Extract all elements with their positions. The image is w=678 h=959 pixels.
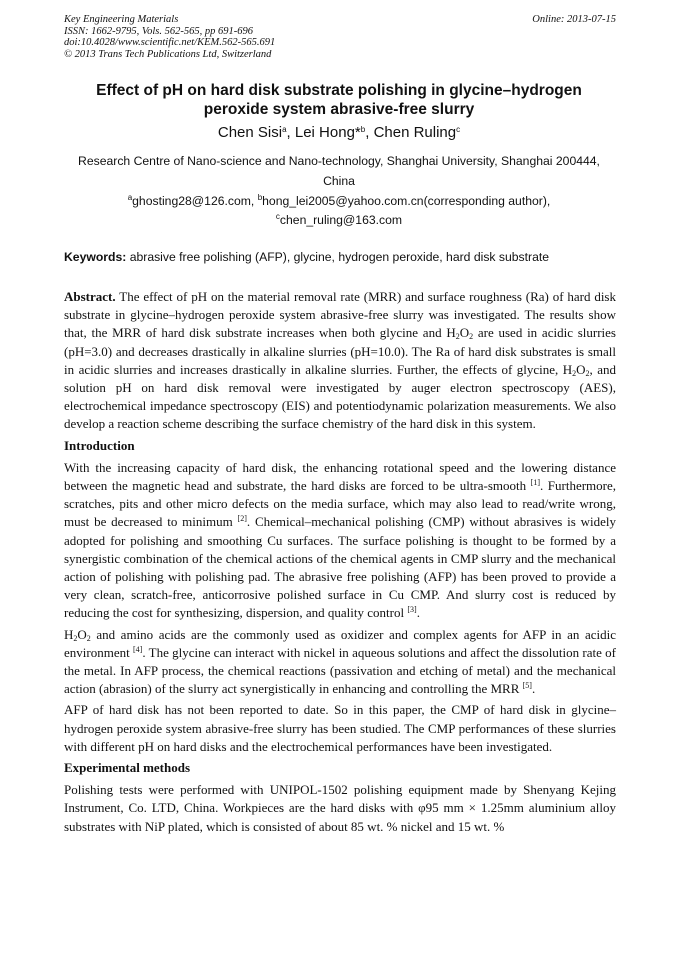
citation: [1]	[530, 478, 540, 488]
author-mark: a	[282, 125, 287, 134]
subscript: 2	[86, 633, 91, 643]
intro-text: .	[416, 605, 420, 621]
email-list	[64, 192, 614, 230]
intro-text: . The glycine can interact with nickel in aqueous solutions and affect the dissolution rate of the metal. In AFP process, the chemical reactions (passivation and etching of metal) and the mechanical action (abrasion) of the slurry act synergistically in enhancing and controlling the MRR	[64, 644, 616, 697]
author-list: Chen Sisi$^a$, Lei Hong*$^b$, Chen Ruling$^c$	[217, 124, 461, 141]
copyright-line: © 2013 Trans Tech Publications Ltd, Switzerland	[64, 48, 272, 60]
affiliation: Research Centre of Nano-science and Nano-technology, Shanghai University, Shanghai 200444, China	[78, 154, 600, 188]
intro-paragraph-1	[64, 459, 616, 623]
subscript: 2	[455, 332, 460, 342]
intro-paragraph-3: AFP of hard disk has not been reported to date. So in this paper, the CMP of hard disk in glycine–hydrogen peroxide system abrasive-free slurry has been studied. The CMP performances of these slurries with different pH on hard disks and the electrochemical performances have been investigated.	[64, 702, 616, 754]
journal-header	[64, 14, 616, 60]
keywords	[64, 249, 616, 265]
email-mark: c	[275, 212, 280, 221]
abstract-text: O	[459, 325, 470, 341]
email-mark: b	[257, 193, 263, 202]
experimental-paragraph-1: Polishing tests were performed with UNIPOL-1502 polishing equipment made by Shenyang Kejing Instrument, Co. LTD, China. Workpieces are the hard disks with φ95 mm × 1.25mm aluminium alloy substrates with NiP plated, which is consisted of about 85 wt. % nickel and 15 wt. %	[64, 782, 616, 834]
author-name: Chen Sisi	[217, 124, 283, 141]
abstract-text: The effect of pH on the material removal rate (MRR) and surface roughness (Ra) of hard disk substrate in glycine–hydrogen peroxide system abrasive-free slurry was investigated. The results show that, the MRR of hard disk substrate increases when both glycine and H	[64, 289, 616, 341]
author-mark: b	[360, 125, 366, 134]
intro-text: and amino acids are the commonly used as oxidizer and complex agents for AFP in an acidic environment	[64, 626, 616, 660]
intro-text: O	[77, 626, 87, 642]
abstract-paragraph	[64, 288, 616, 434]
intro-text: .	[531, 681, 536, 697]
author-name: Lei Hong*	[294, 124, 361, 141]
paper-body	[64, 288, 616, 839]
author-name: Chen Ruling	[373, 124, 457, 141]
intro-text: . Chemical–mechanical polishing (CMP) without abrasives is widely adopted for polishing and smoothing Cu surfaces. The surface polishing is thought to be formed by a synergistic combination of the chemical actions of the chemical agents in CMP slurry and the mechanical action of polishing with polishing pad. The abrasive free polishing (AFP) has been proved to provide a very clean, scratch-free, anticorrosive polished surface in Cu CMP. And slurry cost is reduced by reducing the cost for synthesizing, dispersion, and quality control	[64, 514, 616, 621]
introduction-heading: Introduction	[64, 437, 135, 453]
email-b: hong_lei2005@yahoo.com.cn(corresponding author),	[262, 194, 551, 208]
email-a: ghosting28@126.com,	[132, 194, 258, 208]
abstract-text: are used in acidic slurries (pH=3.0) and decreases drastically in alkaline slurries (pH=10.0). The Ra of hard disk substrates is small in acidic slurries and increases drastically in alkaline slurries. Further, the effects of glycine, H	[64, 325, 616, 377]
citation: [3]	[407, 605, 417, 615]
intro-text: . Furthermore, scratches, pits and other micro defects on the media surface, which may also lead to read/write wrong, must be decreased to minimum	[64, 478, 616, 530]
subscript: 2	[73, 633, 78, 643]
abstract-label: Abstract.	[64, 289, 116, 304]
citation: [4]	[133, 644, 143, 654]
citation: [5]	[522, 681, 532, 691]
subscript: 2	[572, 368, 577, 378]
issn-line: ISSN: 1662-9795, Vols. 562-565, pp 691-696	[64, 25, 253, 37]
email-mark: a	[127, 193, 133, 202]
intro-paragraph-2	[64, 626, 616, 699]
author-mark: c	[456, 125, 461, 134]
doi-line: doi:10.4028/www.scientific.net/KEM.562-565.691	[64, 37, 276, 48]
intro-text: With the increasing capacity of hard disk, the enhancing rotational speed and the lowering distance between the magnetic head and substrate, the hard disks are forced to be ultra-smooth	[64, 459, 616, 494]
subscript: 2	[585, 368, 590, 378]
abstract-text: , and solution pH on hard disk removal were investigated by auger electron spectroscopy (AES), electrochemical impedance spectroscopy (EIS) and potentiodynamic polarization measurements. We also develop a reaction scheme describing the surface chemistry of the hard disk in this system.	[64, 361, 616, 432]
subscript: 2	[469, 332, 474, 342]
journal-name: Key Engineering Materials	[64, 14, 179, 25]
citation: [2]	[237, 514, 247, 524]
experimental-heading: Experimental methods	[64, 760, 191, 776]
keywords-text: abrasive free polishing (AFP), glycine, hydrogen peroxide, hard disk substrate	[126, 250, 550, 264]
abstract-text: O	[576, 361, 586, 377]
paper-title: Effect of pH on hard disk substrate polishing in glycine–hydrogen peroxide system abrasive-free slurry	[96, 82, 582, 118]
intro-text: H	[64, 626, 74, 642]
online-date: Online: 2013-07-15	[532, 14, 616, 25]
keywords-label: Keywords:	[64, 250, 127, 264]
email-c: chen_ruling@163.com	[279, 213, 403, 227]
